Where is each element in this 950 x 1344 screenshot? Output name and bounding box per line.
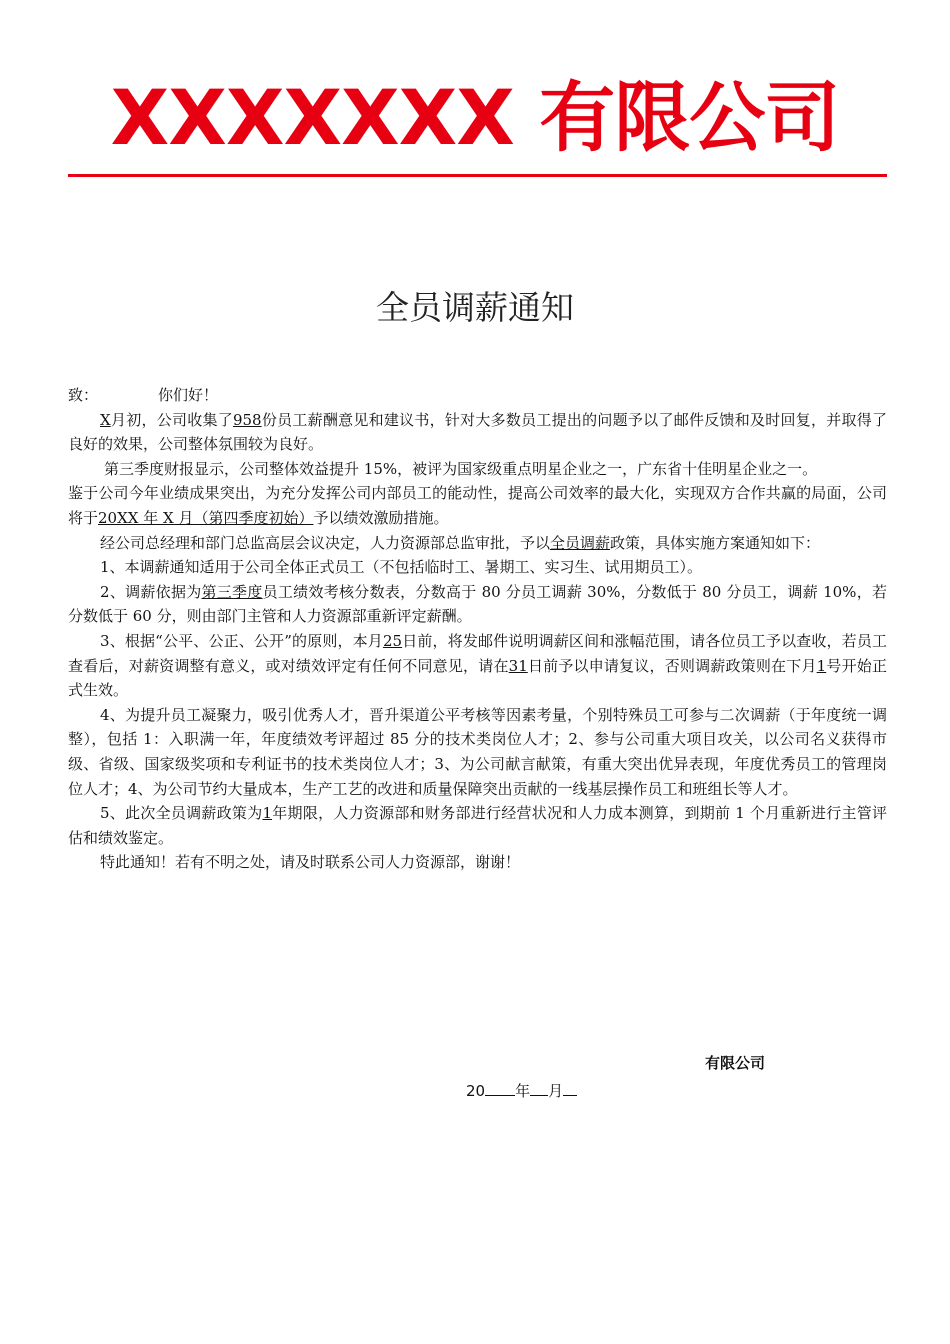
greeting-hello: 你们好！: [158, 386, 219, 404]
month-blank-2: [563, 1081, 577, 1096]
signature-company: 有限公司: [705, 1054, 766, 1072]
paragraph-4: 经公司总经理和部门总监高层会议决定，人力资源部总监审批，予以全员调薪政策，具体实施方案通知如下：: [100, 533, 821, 552]
month-blank-1: [530, 1081, 548, 1096]
list-item-2: 2、调薪依据为第三季度员工绩效考核分数表，分数高于 80 分员工调薪 30%，分数低于 80 分员工，调薪 10%，若分数低于 60 分，则由部门主管和人力资源部重新评定薪酬。: [68, 582, 887, 626]
document-title: 全员调薪通知: [376, 288, 574, 327]
year-blank: [485, 1081, 515, 1096]
greeting-to: 致：: [68, 386, 99, 404]
letter-body: [68, 383, 887, 875]
paragraph-1: X月初，公司收集了958份员工薪酬意见和建议书，针对大多数员工提出的问题予以了邮件反馈和及时回复，并取得了良好的效果，公司整体氛围较为良好。: [68, 410, 887, 454]
closing-line: 特此通知！若有不明之处，请及时联系公司人力资源部，谢谢！: [100, 853, 521, 872]
list-item-3: 3、根据“公平、公正、公开”的原则，本月25日前，将发邮件说明调薪区间和涨幅范围，请各位员工予以查收，若员工查看后，对薪资调整有意义，或对绩效评定有任何不同意见，请在31日前予以申请复议，否则调薪政策则在下月1号开始正式生效。: [68, 631, 887, 700]
greeting: [68, 383, 887, 408]
list-item-1: 1、本调薪通知适用于公司全体正式员工（不包括临时工、暑期工、实习生、试用期员工）。: [100, 558, 703, 577]
paragraph-2: 第三季度财报显示，公司整体效益提升 15%，被评为国家级重点明星企业之一，广东省十佳明星企业之一。: [104, 459, 818, 478]
company-name: XXXXXXX 有限公司: [110, 73, 840, 162]
letterhead: [0, 70, 950, 166]
date-line: 20 年 月: [466, 1080, 577, 1101]
letterhead-divider: [68, 174, 887, 177]
list-item-4: 4、为提升员工凝聚力，吸引优秀人才，晋升渠道公平考核等因素考量，个别特殊员工可参与二次调薪（于年度统一调整），包括 1：入职满一年，年度绩效考评超过 85 分的技术类岗位人才；2、参与公司重大项目攻关，以公司名义获得市级、省级、国家级奖项和专利证书的技术类岗位人才；3、为公司献言献策，有重大突出优异表现，年度优秀员工的管理岗位人才；4、为公司节约大量成本，生产工艺的改进和质量保障突出贡献的一线基层操作员工和班组长等人才。: [68, 705, 887, 798]
list-item-5: 5、此次全员调薪政策为1年期限，人力资源部和财务部进行经营状况和人力成本测算，到期前 1 个月重新进行主管评估和绩效鉴定。: [68, 804, 887, 847]
paragraph-3: 鉴于公司今年业绩成果突出，为充分发挥公司内部员工的能动性，提高公司效率的最大化，实现双方合作共赢的局面，公司将于20XX 年 X 月（第四季度初始）予以绩效激励措施。: [68, 484, 887, 527]
